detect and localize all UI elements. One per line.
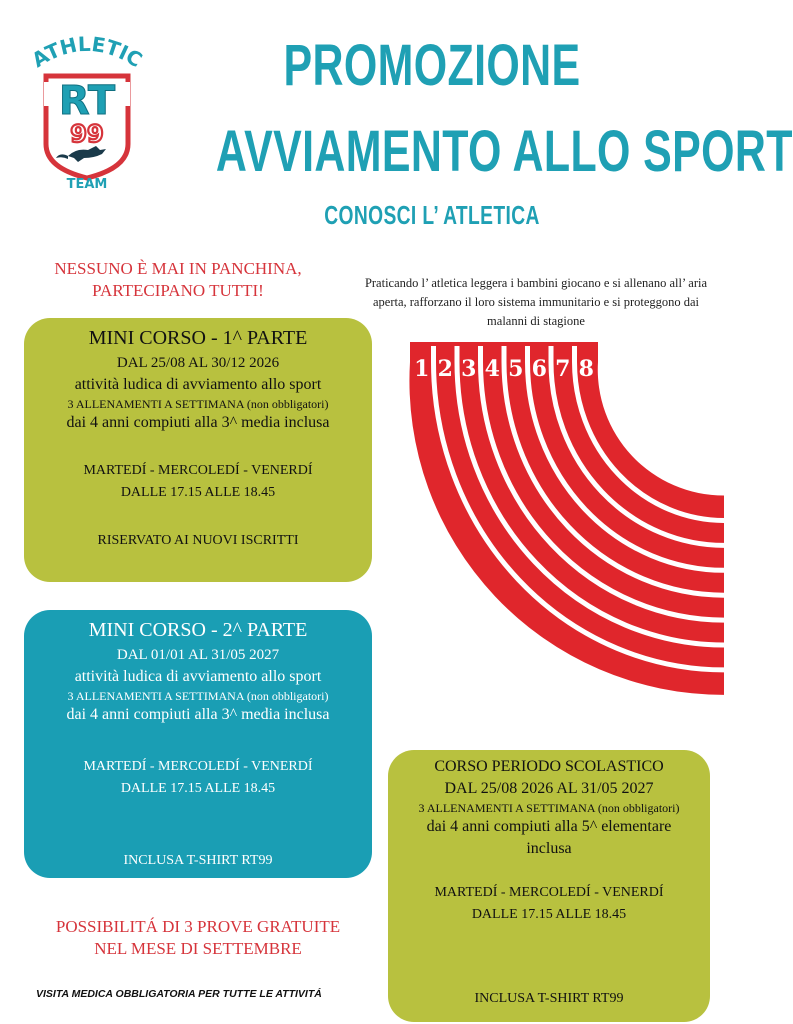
track-lane-number: 4 [484,356,500,382]
course-card-periodo-scolastico [388,750,710,1022]
free-trials-line1: POSSIBILITÁ DI 3 PROVE GRATUITE [55,917,341,936]
track-lane-number: 2 [437,356,453,382]
slogan [18,258,338,302]
course2-activity: attività ludica di avviamento allo sport [74,668,322,685]
course2-hours: DALLE 17.15 ALLE 18.45 [120,781,276,796]
course1-title: MINI CORSO - 1^ PARTE [88,327,308,349]
track-lane-number: 7 [555,356,571,382]
course2-ages: dai 4 anni compiuti alla 3^ media inclusa [66,706,330,723]
slogan-line2: PARTECIPANO TUTTI! [92,281,264,300]
medical-visit-notice: VISITA MEDICA OBBLIGATORIA PER TUTTE LE ATTIVITÁ [36,988,322,1000]
track-lanes [409,342,724,695]
course1-activity: attività ludica di avviamento allo sport [74,376,322,393]
track-lane-number: 3 [461,356,477,382]
track-lane-number: 8 [578,356,594,382]
course2-days: MARTEDÍ - MERCOLEDÍ - VENERDÍ [83,759,313,774]
track-lane-number: 6 [531,356,547,382]
course1-days: MARTEDÍ - MERCOLEDÍ - VENERDÍ [83,463,313,478]
course1-dates: DAL 25/08 AL 30/12 2026 [116,355,280,371]
free-trials-notice [24,916,372,960]
logo-center-text: RT [58,78,116,124]
course-card-mini-corso-1 [24,318,372,582]
course1-ages: dai 4 anni compiuti alla 3^ media inclusa [66,414,330,431]
course2-title: MINI CORSO - 2^ PARTE [88,619,308,641]
course3-dates: DAL 25/08 2026 AL 31/05 2027 [444,780,654,797]
free-trials-line2: NEL MESE DI SETTEMBRE [94,939,302,958]
logo-number: 99 [70,120,104,148]
intro-text: Praticando l’ atletica leggera i bambini giocano e si allenano all’ aria aperta, rafforzano il loro sistema immunitario e si proteggono dai malanni di stagione [364,276,708,328]
course2-dates: DAL 01/01 AL 31/05 2027 [116,647,280,663]
athletic-rt99-team-logo [22,32,152,192]
header-title-line1: PROMOZIONE [283,33,581,98]
course3-title: CORSO PERIODO SCOLASTICO [434,758,664,775]
course1-hours: DALLE 17.15 ALLE 18.45 [120,485,276,500]
course3-note: INCLUSA T-SHIRT RT99 [474,991,624,1006]
track-lane-number: 5 [508,356,524,382]
course3-sessions: 3 ALLENAMENTI A SETTIMANA (non obbligatori) [418,801,680,815]
header-title-line2: AVVIAMENTO ALLO SPORT [215,119,793,184]
course3-days: MARTEDÍ - MERCOLEDÍ - VENERDÍ [434,885,664,900]
header-subtitle: CONOSCI L’ ATLETICA [324,200,540,230]
track-lane-number: 1 [414,356,430,382]
course3-ages-line2: inclusa [526,840,572,857]
slogan-line1: NESSUNO È MAI IN PANCHINA, [54,259,302,278]
logo-top-text: ATHLETIC [27,32,147,73]
course1-note: RISERVATO AI NUOVI ISCRITTI [97,533,299,548]
course1-sessions: 3 ALLENAMENTI A SETTIMANA (non obbligatori) [67,397,329,411]
course2-note: INCLUSA T-SHIRT RT99 [123,853,273,868]
course-card-mini-corso-2 [24,610,372,878]
running-track-illustration [410,342,724,698]
logo-bottom-text: TEAM [66,177,108,192]
course3-ages-line1: dai 4 anni compiuti alla 5^ elementare [426,818,672,835]
course3-hours: DALLE 17.15 ALLE 18.45 [471,907,627,922]
course2-sessions: 3 ALLENAMENTI A SETTIMANA (non obbligatori) [67,689,329,703]
